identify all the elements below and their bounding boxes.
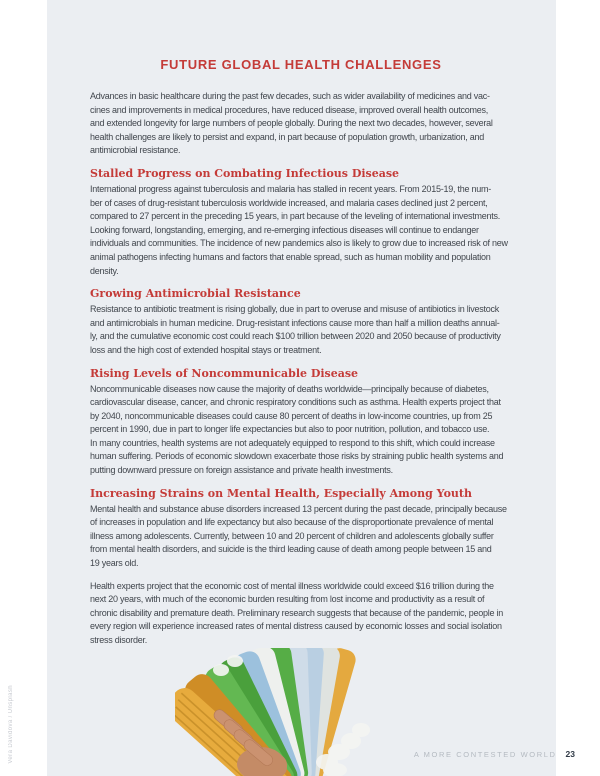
intro-paragraph: Advances in basic healthcare during the past few decades, such as wider availability of medicines and vac- cines and improvements in medical procedures, have reduced disease, improved overall health outcomes, and extended longevity for large numbers of people globally. During the next two decades, however, several health challenges are likely to persist and expand, in part because of population growth, urbanization, and antimicrobial resistance. <box>90 91 493 156</box>
page-footer <box>0 744 575 762</box>
section-paragraph: Noncommunicable diseases now cause the majority of deaths worldwide—principally because of diabetes, cardiovascular disease, cancer, and chronic respiratory conditions such as asthma. Health experts project that by 2040, noncommunicable diseases could cause 80 percent of deaths in low-income countries, up from 25 percent in 1990, due in part to longer life expectancies but also to poor nutrition, pollution, and tobacco use. In many countries, health systems are not adequately equipped to respond to this shift, which could increase human suffering. Periods of economic slowdown exacerbate those risks by straining public health systems and putting downward pressure on foreign assistance and private health investments. <box>90 383 504 476</box>
photo-credit: Vera Davidova / Unsplash <box>8 685 14 764</box>
section-mental-health <box>90 487 512 648</box>
page-title: FUTURE GLOBAL HEALTH CHALLENGES <box>160 57 442 72</box>
page-content <box>47 0 556 648</box>
section-infectious-disease <box>90 167 512 278</box>
section-heading-antimicrobial-resistance: Growing Antimicrobial Resistance <box>90 287 301 301</box>
section-paragraph: Mental health and substance abuse disorders increased 13 percent during the past decade, principally because of increases in population and life expectancy but also because of the disproportionate prevalence of mental illness among adolescents. Currently, between 10 and 20 percent of children and adolescents globally suffer from mental health disorders, and suicide is the third leading cause of death among people between 15 and 19 years old. <box>90 503 507 569</box>
footer-page-number: 23 <box>565 749 575 759</box>
footer-report-title: A MORE CONTESTED WORLD <box>413 750 557 759</box>
section-heading-mental-health: Increasing Strains on Mental Health, Especially Among Youth <box>90 486 472 500</box>
section-paragraph: Resistance to antibiotic treatment is rising globally, due in part to overuse and misuse of antibiotics in livestock and antimicrobials in human medicine. Drug-resistant infections cause more than half a million deaths annual- ly, and the cumulative economic cost could reach $100 trillion between 2020 and 2050 because of productivity loss and the high cost of extended hospital stays or treatment. <box>90 304 501 355</box>
section-noncommunicable-disease <box>90 367 512 478</box>
section-heading-noncommunicable-disease: Rising Levels of Noncommunicable Disease <box>90 366 359 380</box>
report-page <box>47 0 556 776</box>
section-heading-infectious-disease: Stalled Progress on Combating Infectious Disease <box>90 166 400 180</box>
section-paragraph: Health experts project that the economic cost of mental illness worldwide could exceed $16 trillion during the next 20 years, with much of the economic burden resulting from lost income and productivity as a result of chronic disability and premature death. Preliminary research suggests that because of the pandemic, people in every region will experience increased rates of mental distress caused by economic losses and social isolation stress disorder. <box>90 580 503 645</box>
section-antimicrobial-resistance <box>90 287 512 357</box>
section-paragraph: International progress against tuberculosis and malaria has stalled in recent years. From 2015-19, the num- ber of cases of drug-resistant tuberculosis worldwide increased, and malaria cases declined just 2 percent, compared to 27 percent in the preceding 15 years, in part because of the leveling of international investments. Looking forward, longstanding, emerging, and re-emerging infectious diseases will continue to endanger individuals and communities. The incidence of new pandemics also is likely to grow due to increased risk of new animal pathogens infecting humans and factors that enable spread, such as human mobility and population density. <box>90 183 508 276</box>
